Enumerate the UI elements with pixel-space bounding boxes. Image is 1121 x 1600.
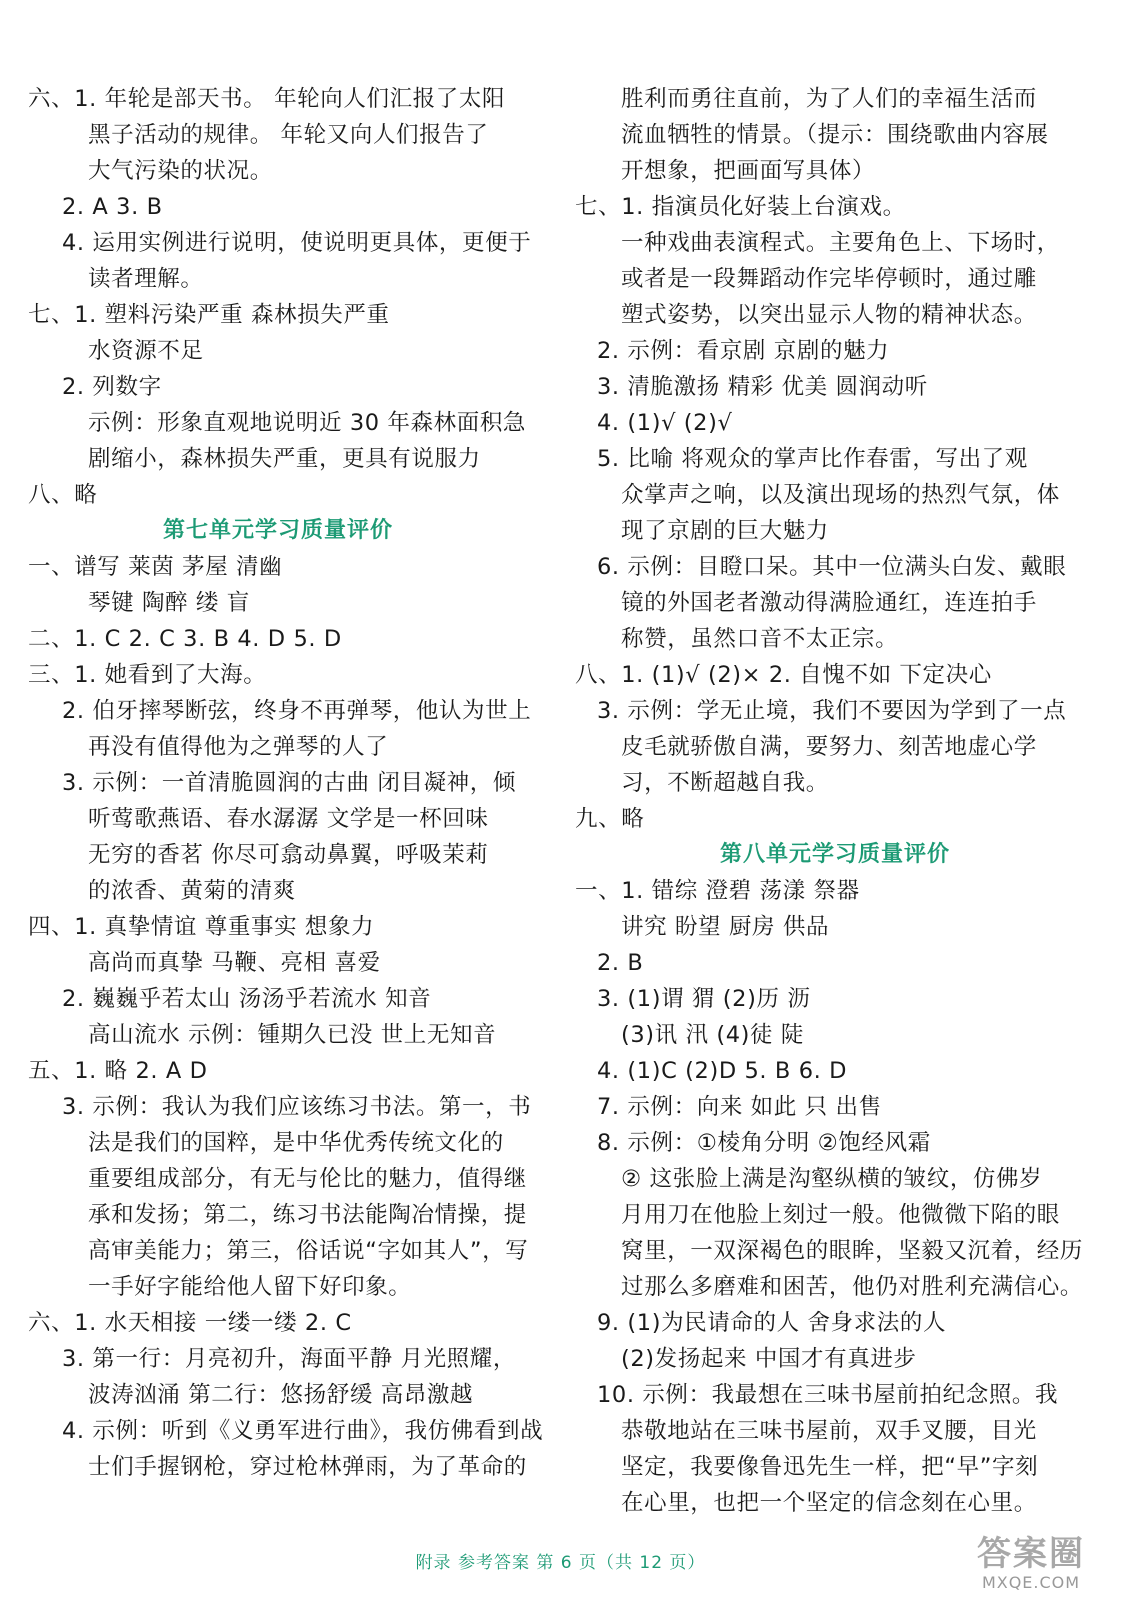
answer-line: 六、1. 水天相接 一缕一缕 2. C xyxy=(28,1310,352,1336)
answer-line: (2)发扬起来 中国才有真进步 xyxy=(621,1346,917,1372)
answer-line: 2. 巍巍乎若太山 汤汤乎若流水 知音 xyxy=(62,986,432,1012)
answer-line: 3. (1)谓 猬 (2)历 沥 xyxy=(597,986,811,1012)
answer-line: 4. 示例：听到《义勇军进行曲》，我仿佛看到战 xyxy=(62,1418,544,1444)
answer-line: 10. 示例：我最想在三味书屋前拍纪念照。我 xyxy=(597,1382,1059,1408)
answer-line: 7. 示例：向来 如此 只 出售 xyxy=(597,1094,882,1120)
answer-line: 大气污染的状况。 xyxy=(88,158,273,184)
answer-line: 流血牺牲的情景。（提示：围绕歌曲内容展 xyxy=(621,122,1049,148)
answer-line: 习，不断超越自我。 xyxy=(621,770,829,796)
answer-line: 9. (1)为民请命的人 舍身求法的人 xyxy=(597,1310,947,1336)
answer-line: 读者理解。 xyxy=(88,266,204,292)
answer-line: 法是我们的国粹，是中华优秀传统文化的 xyxy=(88,1130,504,1156)
answer-line: 水资源不足 xyxy=(88,338,204,364)
answer-line: 再没有值得他为之弹琴的人了 xyxy=(88,734,389,760)
answer-line: 4. (1)√ (2)√ xyxy=(597,410,733,436)
answer-line: 承和发扬；第二，练习书法能陶冶情操，提 xyxy=(88,1202,527,1228)
page-footer: 附录 参考答案 第 6 页（共 12 页） xyxy=(415,1553,706,1573)
answer-line: 众掌声之响，以及演出现场的热烈气氛，体 xyxy=(621,482,1060,508)
answer-line: 或者是一段舞蹈动作完毕停顿时，通过雕 xyxy=(621,266,1037,292)
answer-line: 4. 运用实例进行说明，使说明更具体，更便于 xyxy=(62,230,532,256)
answer-line: 月用刀在他脸上刻过一般。他微微下陷的眼 xyxy=(621,1202,1060,1228)
answer-line: 2. 列数字 xyxy=(62,374,162,400)
section-heading: 第八单元学习质量评价 xyxy=(719,842,950,867)
answer-line: 6. 示例：目瞪口呆。其中一位满头白发、戴眼 xyxy=(597,554,1067,580)
answer-line: 4. (1)C (2)D 5. B 6. D xyxy=(597,1058,848,1084)
answer-line: 的浓香、黄菊的清爽 xyxy=(88,878,296,904)
answer-line: 重要组成部分，有无与伦比的魅力，值得继 xyxy=(88,1166,527,1192)
answer-line: 2. 伯牙摔琴断弦，终身不再弹琴，他认为世上 xyxy=(62,698,532,724)
answer-line: 三、1. 她看到了大海。 xyxy=(28,662,267,688)
answer-line: 讲究 盼望 厨房 供品 xyxy=(621,914,830,940)
section-heading: 第七单元学习质量评价 xyxy=(162,518,393,543)
answer-line: 五、1. 略 2. A D xyxy=(28,1058,208,1084)
answer-line: 3. 示例：学无止境，我们不要因为学到了一点 xyxy=(597,698,1067,724)
answer-line: 八、1. (1)√ (2)× 2. 自愧不如 下定决心 xyxy=(575,662,992,688)
answer-line: 高审美能力；第三，俗话说“字如其人”，写 xyxy=(88,1238,529,1264)
answer-line: 七、1. 指演员化好装上台演戏。 xyxy=(575,194,906,220)
answer-line: 八、略 xyxy=(28,482,98,508)
answer-line: 一、1. 错综 澄碧 荡漾 祭器 xyxy=(575,878,860,904)
answer-line: 一手好字能给他人留下好印象。 xyxy=(88,1274,412,1300)
answer-line: 波涛汹涌 第二行：悠扬舒缓 高昂激越 xyxy=(88,1382,474,1408)
answer-line: 5. 比喻 将观众的掌声比作春雷，写出了观 xyxy=(597,446,1028,472)
answer-line: 士们手握钢枪，穿过枪林弹雨，为了革命的 xyxy=(88,1454,527,1480)
answer-line: 3. 清脆激扬 精彩 优美 圆润动听 xyxy=(597,374,928,400)
answer-line: 一、谱写 莱茵 茅屋 清幽 xyxy=(28,554,283,580)
answer-line: 3. 示例：我认为我们应该练习书法。第一，书 xyxy=(62,1094,532,1120)
answer-line: 窝里，一双深褐色的眼眸，坚毅又沉着，经历 xyxy=(621,1238,1084,1264)
answer-line: 听莺歌燕语、春水潺潺 文学是一杯回味 xyxy=(88,806,489,832)
answer-line: ② 这张脸上满是沟壑纵横的皱纹，仿佛岁 xyxy=(621,1166,1043,1192)
answer-line: 镜的外国老者激动得满脸通红，连连拍手 xyxy=(621,590,1037,616)
answer-line: 开想象，把画面写具体） xyxy=(621,158,876,184)
answer-line: 黑子活动的规律。 年轮又向人们报告了 xyxy=(88,122,489,148)
watermark-url: MXQE.COM xyxy=(981,1573,1081,1592)
answer-line: 示例：形象直观地说明近 30 年森林面积急 xyxy=(88,410,527,436)
answer-line: (3)讯 汛 (4)徒 陡 xyxy=(621,1022,804,1048)
answer-line: 3. 第一行：月亮初升，海面平静 月光照耀， xyxy=(62,1346,516,1372)
answer-line: 四、1. 真挚情谊 尊重事实 想象力 xyxy=(28,914,375,940)
watermark-logo xyxy=(951,1534,1111,1598)
answer-line: 塑式姿势，以突出显示人物的精神状态。 xyxy=(621,302,1037,328)
answer-line: 8. 示例：①棱角分明 ②饱经风霜 xyxy=(597,1130,931,1156)
answer-line: 现了京剧的巨大魅力 xyxy=(621,518,829,544)
answer-line: 剧缩小，森林损失严重，更具有说服力 xyxy=(88,446,481,472)
answer-line: 坚定，我要像鲁迅先生一样，把“早”字刻 xyxy=(621,1454,1039,1480)
answer-line: 七、1. 塑料污染严重 森林损失严重 xyxy=(28,302,390,328)
answer-line: 恭敬地站在三味书屋前，双手叉腰，目光 xyxy=(621,1418,1037,1444)
answer-line: 称赞，虽然口音不太正宗。 xyxy=(621,626,899,652)
answer-line: 2. 示例：看京剧 京剧的魅力 xyxy=(597,338,890,364)
answer-line: 3. 示例：一首清脆圆润的古曲 闭目凝神，倾 xyxy=(62,770,516,796)
answer-line: 胜利而勇往直前，为了人们的幸福生活而 xyxy=(621,86,1037,112)
answer-line: 过那么多磨难和困苦，他仍对胜利充满信心。 xyxy=(621,1274,1084,1300)
answer-line: 无穷的香茗 你尽可翕动鼻翼，呼吸茉莉 xyxy=(88,842,489,868)
answer-line: 六、1. 年轮是部天书。 年轮向人们汇报了太阳 xyxy=(28,86,506,112)
answer-line: 在心里，也把一个坚定的信念刻在心里。 xyxy=(621,1490,1037,1516)
watermark-text: 答案圈 xyxy=(977,1534,1085,1574)
answer-line: 琴键 陶醉 缕 盲 xyxy=(88,590,250,616)
answer-line: 高山流水 示例：锺期久已没 世上无知音 xyxy=(88,1022,497,1048)
answer-line: 2. B xyxy=(597,950,644,976)
answer-line: 一种戏曲表演程式。主要角色上、下场时， xyxy=(621,230,1060,256)
answer-line: 高尚而真挚 马鞭、亮相 喜爱 xyxy=(88,950,381,976)
answer-line: 九、略 xyxy=(575,806,645,832)
answer-line: 皮毛就骄傲自满，要努力、刻苦地虚心学 xyxy=(621,734,1037,760)
answer-line: 二、1. C 2. C 3. B 4. D 5. D xyxy=(28,626,342,652)
answer-line: 2. A 3. B xyxy=(62,194,163,220)
